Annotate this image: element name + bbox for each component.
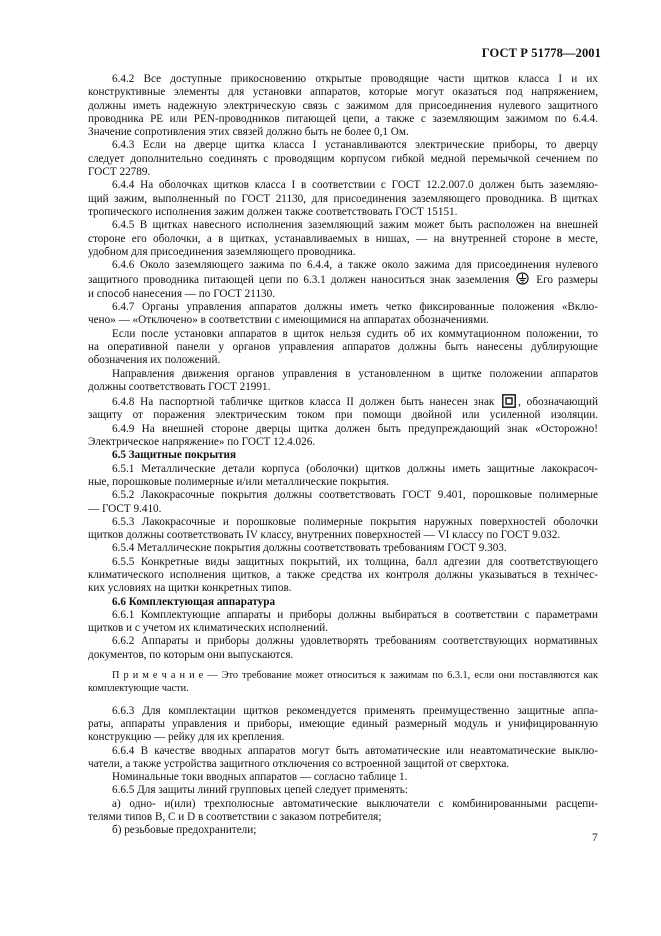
clause-6-4-3-line-3: ГОСТ 22789. [88,166,151,179]
clause-6-5-3 [88,516,598,543]
clause-6-6-1-line-2: щитков и с учетом их климатических исполнений. [88,622,329,635]
clause-6-6-4-para-2-line-1: Номинальные токи вводных аппаратов — согласно таблице 1. [112,771,408,784]
clause-6-4-7 [88,301,598,328]
clause-6-4-3-line-1: 6.4.3 Если на дверце щитка класса I устанавливаются электрические приборы, то дверцу [112,139,598,152]
clause-6-4-6-line-2-text: защитного проводника питающей цепи по 6.3.1 должен наноситься знак заземления [88,274,510,287]
clause-6-4-4-line-2: щий зажим, выполненный по ГОСТ 21130, для присоединения заземляющего проводника. В щитках [88,192,598,205]
clause-6-6-5-item-a [88,798,598,825]
clause-6-6-2-line-2: документов, по которым они выпускаются. [88,648,294,661]
clause-6-4-4-line-1: 6.4.4 На оболочках щитков класса I в соответствии с ГОСТ 12.2.007.0 должен быть заземляю- [112,179,598,192]
clause-6-4-7-para-2 [88,328,598,368]
clause-6-4-2 [88,73,598,139]
clause-6-6-3-line-2: раты, аппараты управления и приборы, имеющие единый размерный модуль и унифицированную [88,717,598,730]
clause-6-6-2 [88,635,598,662]
clause-6-4-8 [88,394,598,423]
clause-6-4-2-line-2: конструктивные элементы для установки аппаратов, которые могут оказаться под напряжением, [88,86,598,99]
clause-6-5-5 [88,556,598,596]
clause-6-5-4 [88,542,598,555]
clause-6-6-5 [88,784,598,797]
clause-6-6-4-line-2: чатели, а также устройства защитного отключения со встроенной защитой от сверхтока. [88,757,510,770]
clause-6-4-6-line-2-end: Его размеры [536,274,599,287]
clause-6-5-3-line-1: 6.5.3 Лакокрасочные и порошковые полимерные покрытия наружных поверхностей оболочки [112,515,598,528]
section-6-6-heading-wrap [88,596,598,609]
standard-header: ГОСТ Р 51778—2001 [481,46,601,60]
clause-6-6-1-line-1: 6.6.1 Комплектующие аппараты и приборы должны выбираться в соответствии с параметрами [112,608,598,621]
clause-6-6-3-line-3: конструкцию — рейку для их крепления. [88,731,285,744]
clause-6-4-2-line-4: проводника PE или PEN-проводников питающей цепи, а также с заземляющим зажимом по 6.4.4. [88,112,598,125]
clause-6-6-5-item-b-line-1: б) резьбовые предохранители; [112,824,257,837]
clause-6-6-5-item-b [88,824,598,837]
clause-6-6-5-item-a-line-1: а) одно- и(или) трехполюсные автоматические выключатели с комбинированными расцепи- [112,797,598,810]
section-6-5-heading: 6.5 Защитные покрытия [112,449,237,462]
note-label: П р и м е ч а н и е [112,670,204,682]
clause-6-4-9 [88,423,598,450]
clause-6-5-2-line-1: 6.5.2 Лакокрасочные покрытия должны соответствовать ГОСТ 9.401, порошковые полимерные [112,489,598,502]
clause-6-4-9-line-2: Электрическое напряжение» по ГОСТ 12.4.026. [88,436,316,449]
clause-6-6-1 [88,609,598,636]
clause-6-4-7-line-1: 6.4.7 Органы управления аппаратов должны иметь четко фиксированные положения «Вклю- [112,301,598,314]
clause-6-4-7-para-3-line-1: Направления движения органов управления в установленном в щитке положении аппаратов [112,367,598,380]
note-line-1 [88,669,598,682]
clause-6-6-3-line-1: 6.6.3 Для комплектации щитков рекомендуется применять преимущественно защитные аппа- [112,704,598,717]
clause-6-4-2-line-3: должны иметь надежную электрическую связь с зажимом для присоединения нулевого защитного [88,99,598,112]
clause-6-4-7-line-2: чено» — «Отключено» в соответствии с имеющимися на аппаратах обозначениями. [88,314,489,327]
clause-6-4-6-line-2 [88,272,598,287]
note-text: — Это требование может относиться к зажимам по 6.3.1, если они поставляются как [203,670,598,682]
clause-6-5-5-line-2: климатического исполнения щитков, а также средства их контроля должны указываться в технічес- [88,568,598,581]
clause-6-6-4-para-2 [88,771,598,784]
clause-6-4-5-line-3: удобном для присоединения заземляющего проводника. [88,245,356,258]
clause-6-4-7-para-2-line-1: Если после установки аппаратов в щиток нельзя судить об их коммутационном положении, то [112,327,598,340]
note [88,669,598,696]
clause-6-5-5-line-3: ких условиях на щитки конкретных типов. [88,582,292,595]
clause-6-4-7-para-3 [88,368,598,395]
clause-6-5-2-line-2: — ГОСТ 9.410. [88,502,162,515]
clause-6-5-2 [88,489,598,516]
clause-6-4-6-line-3: и способ нанесения — по ГОСТ 21130. [88,287,276,300]
clause-6-6-4 [88,745,598,772]
clause-6-6-4-line-1: 6.6.4 В качестве вводных аппаратов могут быть автоматические или неавтоматические выклю- [112,744,598,757]
clause-6-6-3 [88,705,598,745]
clause-6-4-7-para-2-line-3: обозначения их положений. [88,354,221,367]
clause-6-4-2-line-5: Значение сопротивления этих связей должно быть не более 0,1 Ом. [88,126,409,139]
clause-6-4-5 [88,219,598,259]
clause-6-5-5-line-1: 6.5.5 Конкретные виды защитных покрытий, их толщина, балл адгезии для соответствующего [112,555,598,568]
section-6-6-heading: 6.6 Комплектующая аппаратура [112,595,276,608]
clause-6-4-8-line-1 [88,394,598,409]
section-6-5-heading-wrap [88,449,598,462]
clause-6-5-1-line-2: ные, порошковые полимерные и/или металлические покрытия. [88,475,390,488]
clause-6-4-5-line-1: 6.4.5 В щитках навесного исполнения заземляющий зажим может быть расположен на внешней [112,219,598,232]
clause-6-4-4 [88,179,598,219]
clause-6-4-8-line-1-end: , обозначающий [518,396,599,409]
clause-6-4-8-line-2: защиту от поражения электрическим током при помощи двойной или усиленной изоляции. [88,409,598,422]
clause-6-5-4-line-1: 6.5.4 Металлические покрытия должны соответствовать требованиям ГОСТ 9.303. [112,542,507,555]
clause-6-5-1-line-1: 6.5.1 Металлические детали корпуса (оболочки) щитков должны иметь защитные лакокрасоч- [112,462,598,475]
clause-6-4-6-line-1: 6.4.6 Около заземляющего зажима по 6.4.4, а также около зажима для присоединения нулевого [112,259,598,272]
protective-earth-symbol-icon [516,272,529,285]
clause-6-4-9-line-1: 6.4.9 На внешней стороне дверцы щитка должен быть предупреждающий знак «Осторожно! [112,422,598,435]
clause-6-4-5-line-2: стороне его оболочки, а в щитках, устанавливаемых в нишах, — на внутренней стороне в месте, [88,232,598,245]
clause-6-6-5-item-a-line-2: телями типов B, C и D в соответствии с заказом потребителя; [88,811,382,824]
page-number: 7 [592,832,598,844]
clause-6-4-3 [88,139,598,179]
clause-6-5-1 [88,463,598,490]
clause-6-6-5-line-1: 6.6.5 Для защиты линий групповых цепей следует применять: [112,784,408,797]
clause-6-4-3-line-2: следует дополнительно соединять с проводящим корпусом гибкой медной перемычкой сечением по [88,152,598,165]
clause-6-4-8-line-1-text: 6.4.8 На паспортной табличке щитков класса II должен быть нанесен знак [112,396,495,409]
double-insulation-class-ii-icon [502,394,516,408]
clause-6-4-7-para-3-line-2: должны соответствовать ГОСТ 21991. [88,380,271,393]
clause-6-4-7-para-2-line-2: на оперативной панели у органов управления аппаратов должны быть нанесены дублирующие [88,340,598,353]
clause-6-5-3-line-2: щитков должны соответствовать IV классу, внутренних поверхностей — VI классу по ГОСТ 9.032. [88,529,561,542]
clause-6-4-2-line-1: 6.4.2 Все доступные прикосновению открытые проводящие части щитков класса I и их [112,73,598,85]
clause-6-4-6 [88,259,598,301]
note-line-2: комплектующие части. [88,683,189,695]
clause-6-6-2-line-1: 6.6.2 Аппараты и приборы должны удовлетворять требованиям соответствующих нормативных [112,635,598,648]
document-body [88,73,598,838]
clause-6-4-4-line-3: тропического исполнения зажим должен также соответствовать ГОСТ 15151. [88,205,458,218]
